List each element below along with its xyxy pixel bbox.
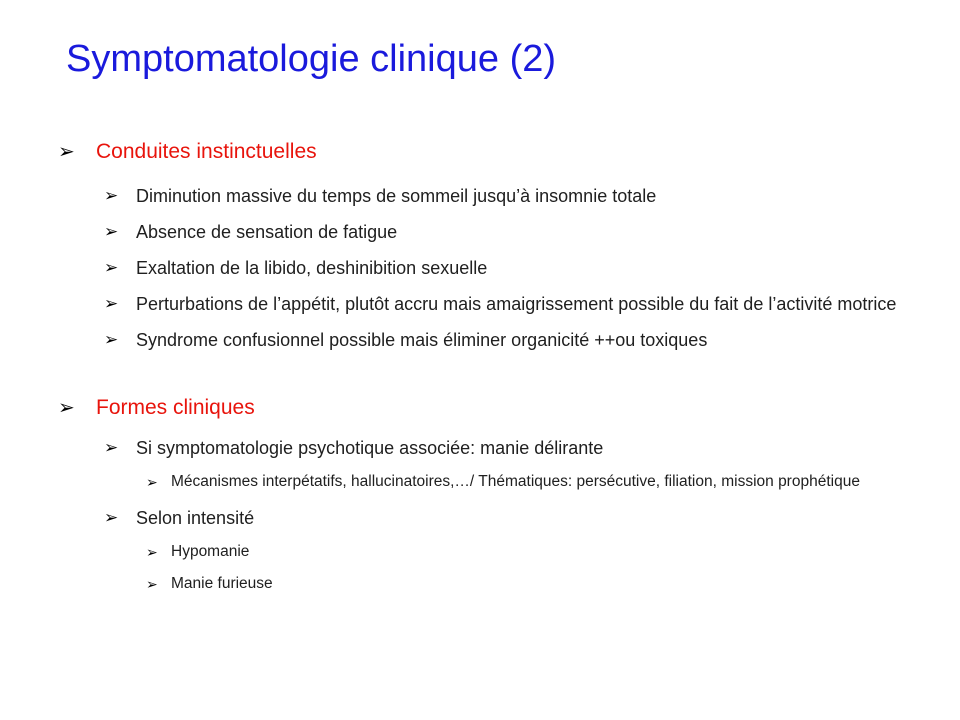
arrowhead-bullet-icon: ➢ — [104, 508, 119, 527]
section-heading-text: Formes cliniques — [96, 396, 255, 419]
section-heading-formes — [58, 394, 908, 422]
arrowhead-bullet-icon: ➢ — [146, 576, 158, 592]
list-item — [104, 218, 908, 246]
list-item-text: Si symptomatologie psychotique associée: manie délirante — [136, 438, 604, 458]
arrowhead-bullet-icon: ➢ — [104, 258, 119, 277]
arrowhead-bullet-icon: ➢ — [104, 294, 119, 313]
arrowhead-bullet-icon: ➢ — [146, 474, 158, 490]
sub-list-item-text: Manie furieuse — [171, 575, 273, 592]
list-item-text: Diminution massive du temps de sommeil jusqu’à insomnie totale — [136, 186, 657, 206]
section-heading-text: Conduites instinctuelles — [96, 140, 317, 163]
sub-list-item — [146, 572, 908, 596]
arrowhead-bullet-icon: ➢ — [104, 222, 119, 241]
list-item — [104, 254, 908, 282]
list-item-text: Exaltation de la libido, deshinibition sexuelle — [136, 258, 488, 278]
list-item-text: Perturbations de l’appétit, plutôt accru mais amaigrissement possible du fait de l’activité motrice — [136, 294, 897, 314]
sub-list-item-text: Hypomanie — [171, 543, 250, 560]
sub-list-item — [146, 470, 908, 494]
list-item — [104, 182, 908, 210]
list-item — [104, 504, 908, 532]
arrowhead-bullet-icon: ➢ — [146, 544, 158, 560]
list-item — [104, 434, 908, 462]
list-item — [104, 290, 908, 318]
section-heading-conduites — [58, 138, 908, 166]
list-item-text: Selon intensité — [136, 508, 255, 528]
sub-list-item-text: Mécanismes interpétatifs, hallucinatoires,…/ Thématiques: persécutive, filiation, mission prophétique — [171, 473, 860, 490]
list-item-text: Syndrome confusionnel possible mais éliminer organicité ++ou toxiques — [136, 330, 708, 350]
arrowhead-bullet-icon: ➢ — [104, 186, 119, 205]
arrowhead-bullet-icon: ➢ — [58, 397, 75, 419]
arrowhead-bullet-icon: ➢ — [104, 438, 119, 457]
sub-list-item — [146, 540, 908, 564]
arrowhead-bullet-icon: ➢ — [104, 330, 119, 349]
arrowhead-bullet-icon: ➢ — [58, 141, 75, 163]
list-item-text: Absence de sensation de fatigue — [136, 222, 398, 242]
list-item — [104, 326, 908, 354]
slide-content — [58, 138, 908, 596]
slide-title: Symptomatologie clinique (2) — [66, 38, 557, 80]
